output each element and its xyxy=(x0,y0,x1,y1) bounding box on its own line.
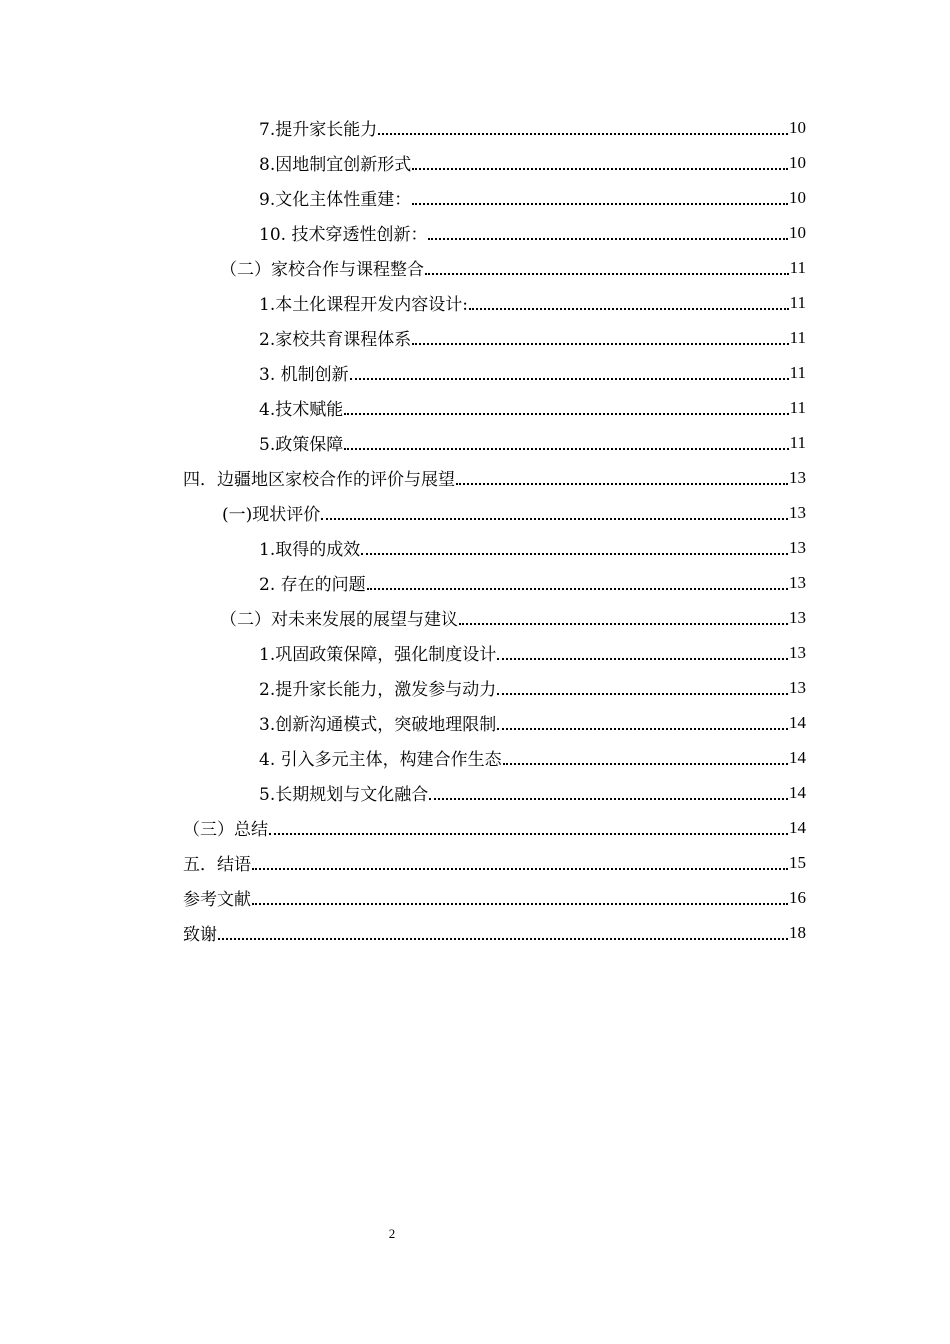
toc-entry-page-number: 10 xyxy=(789,117,806,137)
toc-dot-leader xyxy=(367,587,788,590)
toc-dot-leader xyxy=(412,167,788,170)
toc-entry[interactable] xyxy=(259,775,806,810)
toc-entry-title: 1.取得的成效 xyxy=(259,540,361,560)
toc-entry-page-number: 14 xyxy=(789,712,806,732)
toc-entry-page-number: 13 xyxy=(789,607,806,627)
toc-entry-page-number: 11 xyxy=(789,362,806,382)
toc-entry[interactable] xyxy=(259,180,806,215)
toc-entry[interactable] xyxy=(259,425,806,460)
toc-dot-leader xyxy=(497,727,788,730)
toc-entry-title: 4.技术赋能 xyxy=(259,400,344,420)
toc-entry[interactable] xyxy=(259,145,806,180)
toc-dot-leader xyxy=(503,762,788,765)
page-number: 2 xyxy=(388,1226,396,1241)
toc-entry-page-number: 11 xyxy=(789,397,806,417)
toc-entry-title: 5.长期规划与文化融合 xyxy=(259,785,429,805)
toc-entry-title: (一)现状评价 xyxy=(222,505,321,525)
toc-entry[interactable] xyxy=(259,110,806,145)
toc-entry-title: 3. 机制创新 xyxy=(259,365,349,385)
toc-entry[interactable] xyxy=(183,845,806,880)
toc-entry-page-number: 14 xyxy=(789,747,806,767)
toc-entry[interactable] xyxy=(183,880,806,915)
toc-entry-page-number: 15 xyxy=(789,852,806,872)
toc-entry[interactable] xyxy=(259,565,806,600)
toc-entry-title: 2.家校共育课程体系 xyxy=(259,330,412,350)
toc-entry-title: 5.政策保障 xyxy=(259,435,344,455)
toc-entry-title: 4. 引入多元主体，构建合作生态 xyxy=(259,750,502,770)
toc-dot-leader xyxy=(428,237,788,240)
toc-entry-title: 1.巩固政策保障，强化制度设计 xyxy=(259,645,497,665)
toc-dot-leader xyxy=(252,902,788,905)
toc-entry-page-number: 13 xyxy=(789,642,806,662)
toc-entry-title: 7.提升家长能力 xyxy=(259,120,378,140)
toc-entry-page-number: 11 xyxy=(789,432,806,452)
toc-entry-page-number: 16 xyxy=(789,887,806,907)
toc-entry-title: 9.文化主体性重建： xyxy=(259,190,412,210)
toc-entry[interactable] xyxy=(259,215,806,250)
toc-dot-leader xyxy=(429,797,788,800)
toc-dot-leader xyxy=(412,342,788,345)
toc-entry-title: （二）对未来发展的展望与建议 xyxy=(220,610,458,630)
toc-entry[interactable] xyxy=(259,390,806,425)
toc-entry-page-number: 13 xyxy=(789,467,806,487)
toc-entry-title: 四．边疆地区家校合作的评价与展望 xyxy=(183,470,455,490)
toc-entry[interactable] xyxy=(220,600,806,635)
toc-dot-leader xyxy=(412,202,788,205)
toc-entry-page-number: 13 xyxy=(789,677,806,697)
toc-entry-page-number: 10 xyxy=(789,187,806,207)
toc-entry-title: （二）家校合作与课程整合 xyxy=(220,260,424,280)
toc-entry-title: 3.创新沟通模式，突破地理限制 xyxy=(259,715,497,735)
toc-entry[interactable] xyxy=(220,250,806,285)
toc-dot-leader xyxy=(378,132,788,135)
toc-dot-leader xyxy=(350,377,789,380)
toc-entry-title: （三）总结 xyxy=(183,820,268,840)
toc-dot-leader xyxy=(497,692,788,695)
toc-entry[interactable] xyxy=(259,670,806,705)
toc-entry-page-number: 13 xyxy=(789,572,806,592)
toc-dot-leader xyxy=(459,622,788,625)
toc-entry-page-number: 14 xyxy=(789,782,806,802)
toc-dot-leader xyxy=(456,482,788,485)
toc-dot-leader xyxy=(497,657,788,660)
toc-entry-title: 1.本土化课程开发内容设计: xyxy=(259,295,468,315)
toc-dot-leader xyxy=(469,307,789,310)
toc-entry-title: 10. 技术穿透性创新： xyxy=(259,225,428,245)
toc-entry[interactable] xyxy=(259,530,806,565)
toc-dot-leader xyxy=(252,867,788,870)
toc-entry[interactable] xyxy=(259,635,806,670)
toc-entry[interactable] xyxy=(259,705,806,740)
toc-entry-title: 2. 存在的问题 xyxy=(259,575,366,595)
toc-dot-leader xyxy=(344,447,788,450)
toc-entry[interactable] xyxy=(259,740,806,775)
toc-entry-page-number: 13 xyxy=(789,537,806,557)
toc-entry-page-number: 13 xyxy=(789,502,806,522)
toc-entry-page-number: 10 xyxy=(789,222,806,242)
toc-dot-leader xyxy=(218,937,788,940)
toc-entry-page-number: 11 xyxy=(789,257,806,277)
toc-entry-page-number: 18 xyxy=(789,922,806,942)
toc-dot-leader xyxy=(321,517,788,520)
toc-entry-title: 五．结语 xyxy=(183,855,251,875)
toc-dot-leader xyxy=(269,832,788,835)
toc-dot-leader xyxy=(344,412,788,415)
toc-entry-page-number: 11 xyxy=(789,292,806,312)
toc-entry[interactable] xyxy=(183,810,806,845)
toc-entry[interactable] xyxy=(259,320,806,355)
toc-entry[interactable] xyxy=(259,285,806,320)
toc-entry-title: 致谢 xyxy=(183,925,217,945)
toc-entry[interactable] xyxy=(183,915,806,950)
table-of-contents xyxy=(0,110,950,950)
toc-entry[interactable] xyxy=(222,495,806,530)
toc-dot-leader xyxy=(361,552,788,555)
toc-entry[interactable] xyxy=(183,460,806,495)
toc-entry-title: 2.提升家长能力，激发参与动力 xyxy=(259,680,497,700)
toc-entry-title: 8.因地制宜创新形式 xyxy=(259,155,412,175)
toc-entry-page-number: 10 xyxy=(789,152,806,172)
toc-entry-title: 参考文献 xyxy=(183,890,251,910)
toc-entry-page-number: 11 xyxy=(789,327,806,347)
toc-entry[interactable] xyxy=(259,355,806,390)
toc-entry-page-number: 14 xyxy=(789,817,806,837)
toc-dot-leader xyxy=(425,272,789,275)
